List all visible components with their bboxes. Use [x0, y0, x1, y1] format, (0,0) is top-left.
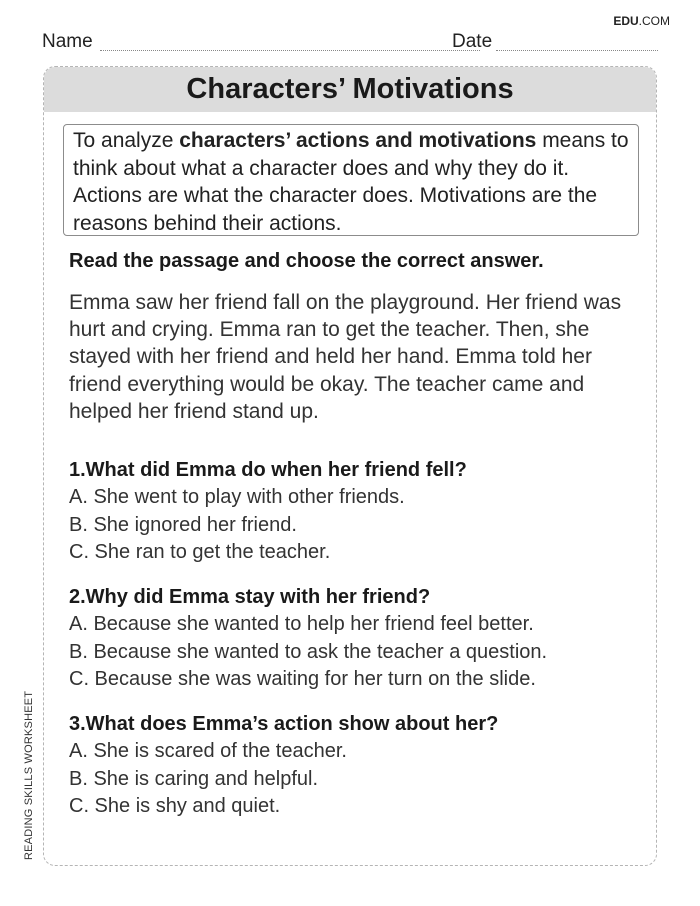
definition-text-1: To analyze [73, 129, 180, 152]
definition-bold: characters’ actions and motivations [179, 129, 537, 152]
name-date-row [42, 30, 658, 56]
question-text: 3.What does Emma’s action show about her? [69, 713, 499, 735]
option-b: B. She is caring and helpful. [69, 767, 319, 790]
option-a: A. Because she wanted to help her friend feel better. [69, 613, 534, 635]
question-2 [69, 583, 649, 694]
option-b: B. She ignored her friend. [69, 513, 297, 536]
name-label: Name [42, 31, 93, 52]
question-3 [69, 710, 649, 821]
option-b: B. Because she wanted to ask the teacher a question. [69, 640, 548, 663]
side-label: READING SKILLS WORKSHEET [23, 690, 35, 860]
option-a: A. She is scared of the teacher. [69, 740, 347, 762]
name-line [100, 50, 480, 51]
worksheet-title: Characters’ Motivations [44, 67, 656, 112]
worksheet-card [43, 66, 657, 866]
date-line [496, 50, 658, 51]
option-c: C. She is shy and quiet. [69, 795, 281, 817]
instruction: Read the passage and choose the correct answer. [69, 250, 544, 272]
question-text: 2.Why did Emma stay with her friend? [69, 586, 431, 608]
brand-edu: EDU [613, 14, 639, 28]
passage: Emma saw her friend fall on the playground. Her friend was hurt and crying. Emma ran to get the teacher. Then, she stayed with her friend and held her hand. Emma told her friend everything would be okay. The teacher came and helped her friend stand up. [69, 291, 622, 423]
brand-com: .COM [638, 14, 670, 28]
option-c: C. Because she was waiting for her turn on the slide. [69, 668, 536, 690]
question-1 [69, 456, 649, 567]
option-c: C. She ran to get the teacher. [69, 541, 331, 563]
brand-logo [613, 14, 670, 28]
definition-box [63, 124, 639, 236]
date-label: Date [452, 31, 493, 52]
option-a: A. She went to play with other friends. [69, 486, 405, 508]
question-text: 1.What did Emma do when her friend fell? [69, 459, 467, 481]
definition-text-2: means to think about what a character does and why they do it. Actions are what the character does. Motivations are the reasons behind their actions. [73, 129, 629, 235]
